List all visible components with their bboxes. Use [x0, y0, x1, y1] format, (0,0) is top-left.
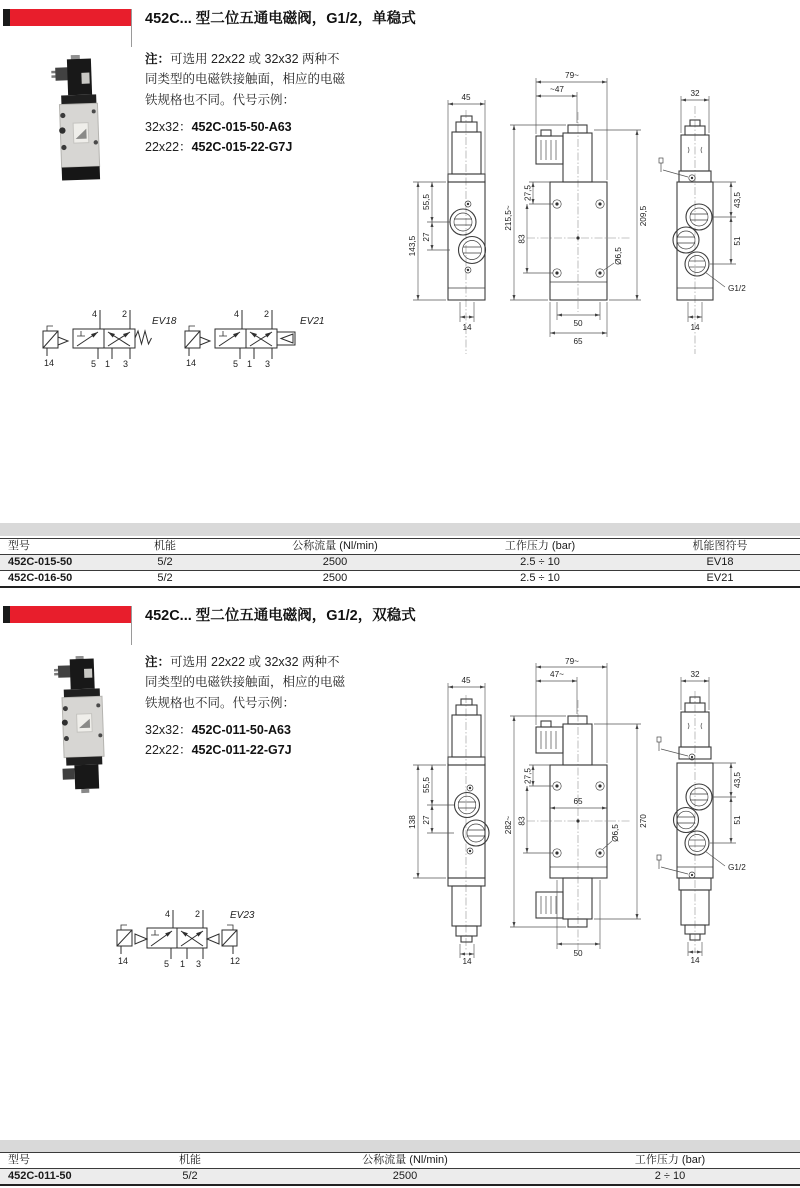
dim-label: 79~ [565, 71, 579, 80]
port-label: 4 [233, 309, 239, 319]
dim-label: 27 [422, 815, 431, 825]
dim-label: 45 [461, 93, 471, 102]
thread-label: G1/2 [728, 863, 746, 872]
cell: 2500 [392, 1170, 418, 1182]
port-label: 1 [246, 359, 252, 369]
circuit-label: EV21 [300, 316, 325, 327]
dim-label: 47~ [550, 670, 564, 679]
spec-table-1 [0, 538, 800, 588]
dim-label: 32 [690, 89, 700, 98]
table2-gray-band [0, 1140, 800, 1152]
port-label: 1 [179, 959, 185, 969]
cell: 5/2 [157, 572, 173, 584]
technical-drawing-monostable [405, 60, 800, 360]
dim-label: 50 [573, 949, 583, 958]
section2-red-tab [3, 606, 131, 623]
cell: 2 ÷ 10 [654, 1170, 686, 1182]
dim-label: 14 [690, 956, 700, 965]
col-header: 工作压力 (bar) [634, 1154, 706, 1166]
dim-label: 79~ [565, 657, 579, 666]
cell: 5/2 [157, 556, 173, 568]
dim-label: 51 [733, 815, 742, 825]
dim-label: 65 [573, 337, 583, 346]
dim-label: 32 [690, 670, 700, 679]
dim-label: 55,5 [422, 777, 431, 793]
side-view-right [657, 670, 746, 965]
dim-label: 209,5 [639, 205, 648, 227]
section2-codes [145, 720, 292, 760]
port-label: 4 [164, 909, 170, 919]
table-row [0, 555, 800, 571]
dim-label: 43,5 [733, 192, 742, 208]
cell: EV18 [706, 556, 734, 568]
solenoid-coil-bottom [74, 764, 99, 789]
valve-base [62, 166, 100, 180]
circuit-label: EV18 [152, 316, 177, 327]
code-line: 22x22：452C-015-22-G7J [145, 140, 293, 154]
section1-codes [145, 117, 292, 157]
port-label: 14 [185, 358, 197, 368]
cell-model: 452C-015-50 [8, 556, 73, 568]
front-view [408, 676, 489, 965]
col-header: 公称流量 (Nl/min) [362, 1154, 448, 1166]
cell: 5/2 [182, 1170, 198, 1182]
table1-gray-band [0, 523, 800, 536]
technical-drawing-bistable [405, 655, 800, 965]
dim-label: 50 [573, 319, 583, 328]
note-text: 可选用 22x22 或 32x32 两种不同类型的电磁铁接触面，相应的电磁铁规格也不同。代号示例： [145, 655, 346, 710]
dim-label: 45 [461, 676, 471, 685]
dim-label: 270 [639, 814, 648, 828]
circuit-label: EV23 [230, 910, 255, 921]
port-label: 3 [122, 359, 128, 369]
port-label: 3 [264, 359, 270, 369]
port-label: 4 [91, 309, 97, 319]
side-view-center [504, 71, 648, 346]
section1-title: 452C... 型二位五通电磁阀，G1/2，单稳式 [145, 11, 416, 27]
col-header: 机能 [154, 540, 176, 552]
coil-connector [58, 665, 71, 677]
section1-tab-rule [131, 9, 132, 47]
port-label: 5 [163, 959, 169, 969]
dim-label: Ø6,5 [611, 824, 620, 842]
cell: 2500 [322, 572, 348, 584]
port-label: 5 [232, 359, 238, 369]
dim-label: 83 [517, 234, 527, 244]
product-photo-bistable [53, 656, 111, 796]
dim-label: 43,5 [733, 772, 742, 788]
dim-label: 14 [462, 323, 472, 332]
dim-label: 14 [690, 323, 700, 332]
cell-model: 452C-016-50 [8, 572, 73, 584]
dim-label: ~47 [550, 85, 564, 94]
dim-label: 51 [733, 236, 742, 246]
note-text: 可选用 22x22 或 32x32 两种不同类型的电磁铁接触面，相应的电磁铁规格也不同。代号示例： [145, 52, 346, 107]
circuit-ev21 [185, 309, 324, 369]
dim-label: 55,5 [422, 194, 431, 210]
dim-label: 27,5 [523, 768, 533, 784]
note-label: 注： [145, 655, 171, 669]
code-line: 32x32：452C-011-50-A63 [145, 723, 291, 737]
circuit-ev23 [117, 909, 255, 969]
cell: 2.5 ÷ 10 [520, 572, 560, 584]
table-header-row [0, 1153, 800, 1169]
port-label: 12 [229, 956, 241, 966]
port-label: 5 [90, 359, 96, 369]
circuit-ev18 [43, 309, 177, 369]
dim-label: 27 [422, 232, 431, 242]
col-header: 型号 [8, 540, 30, 552]
front-view [408, 93, 486, 354]
dim-label: 138 [408, 815, 417, 829]
cell: 2500 [322, 556, 348, 568]
coil-connector [55, 67, 68, 80]
section2-note [145, 652, 347, 713]
circuit-symbols-monostable [30, 306, 345, 372]
dim-label: 27,5 [523, 185, 533, 201]
cell: EV21 [706, 572, 734, 584]
code-line: 32x32：452C-015-50-A63 [145, 120, 292, 134]
dim-label: 282~ [504, 815, 513, 835]
table-row [0, 1169, 800, 1186]
section1-red-tab [3, 9, 131, 26]
side-view-right [659, 89, 746, 354]
spec-table-2 [0, 1152, 800, 1186]
dim-label: Ø6,5 [614, 247, 623, 265]
cell-model: 452C-011-50 [8, 1170, 72, 1182]
dim-label: 83 [517, 816, 527, 826]
col-header: 机能 [179, 1154, 201, 1166]
section2-tab-rule [131, 606, 132, 645]
table-row [0, 571, 800, 588]
port-label: 14 [43, 358, 55, 368]
product-photo-monostable [50, 55, 105, 185]
port-label: 1 [104, 359, 110, 369]
cell: 2.5 ÷ 10 [520, 556, 560, 568]
section1-note [145, 49, 347, 110]
col-header: 机能图符号 [692, 540, 748, 552]
port-label: 2 [121, 309, 127, 319]
dim-label: 143,5 [408, 235, 417, 257]
section2-title: 452C... 型二位五通电磁阀，G1/2，双稳式 [145, 608, 416, 624]
note-label: 注： [145, 52, 171, 66]
col-header: 型号 [8, 1154, 30, 1166]
table-header-row [0, 539, 800, 555]
port-label: 2 [263, 309, 269, 319]
col-header: 工作压力 (bar) [504, 540, 576, 552]
port-label: 2 [194, 909, 200, 919]
port-label: 3 [195, 959, 201, 969]
side-view-center [504, 657, 648, 958]
dim-label: 215,5~ [504, 205, 513, 231]
thread-label: G1/2 [728, 284, 746, 293]
dim-label: 14 [462, 957, 472, 965]
circuit-symbol-bistable [108, 908, 278, 970]
dim-label: 65 [573, 797, 583, 806]
col-header: 公称流量 (Nl/min) [292, 540, 378, 552]
port-label: 14 [117, 956, 129, 966]
code-line: 22x22：452C-011-22-G7J [145, 743, 292, 757]
